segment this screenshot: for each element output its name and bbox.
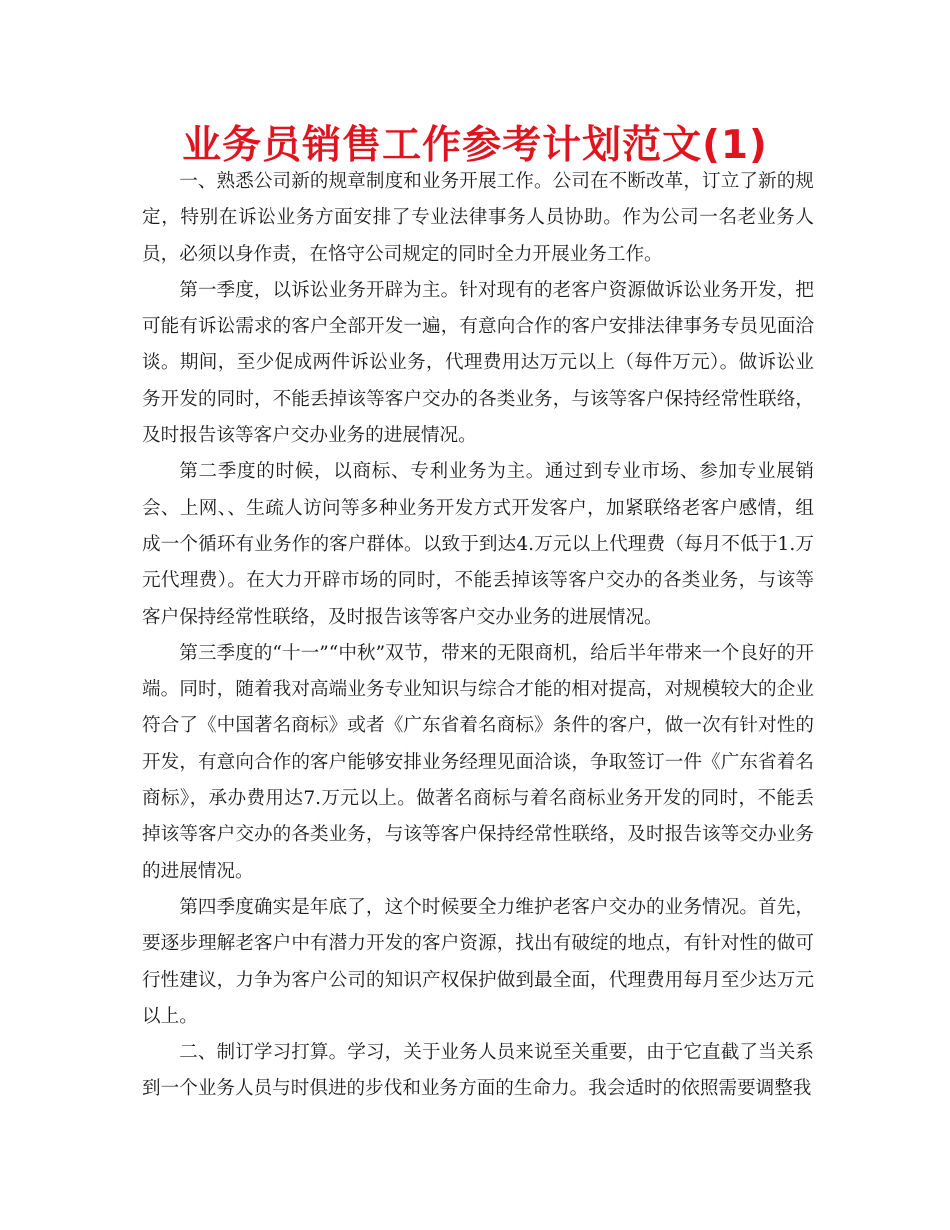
paragraph-3: 第二季度的时候，以商标、专利业务为主。通过到专业市场、参加专业展销会、上网、、生疏人访问等多种业务开发方式开发客户，加紧联络老客户感情，组成一个循环有业务作的客户群体。以致于到达4.万元以上代理费（每月不低于1.万元代理费）。在大力开辟市场的同时，不能丢掉该等客户交办的各类业务，与该等客户保持经常性联络，及时报告该等客户交办业务的进展情况。 [142, 461, 814, 628]
paragraph-1: 一、熟悉公司新的规章制度和业务开展工作。公司在不断改革，订立了新的规定，特别在诉讼业务方面安排了专业法律事务人员协助。作为公司一名老业务人员，必须以身作责，在恪守公司规定的同时全力开展业务工作。 [142, 171, 814, 265]
paragraph-6: 二、制订学习打算。学习，关于业务人员来说至关重要，由于它直截了当关系到一个业务人员与时俱进的步伐和业务方面的生命力。我会适时的依照需要调整我 [142, 1042, 814, 1100]
paragraph-5: 第四季度确实是年底了，这个时候要全力维护老客户交办的业务情况。首先，要逐步理解老客户中有潜力开发的客户资源，找出有破绽的地点，有针对性的做可行性建议，力争为客户公司的知识产权保护做到最全面，代理费用每月至少达万元以上。 [142, 896, 814, 1027]
document-title: 业务员销售工作参考计划范文(1) [182, 123, 768, 168]
paragraph-2: 第一季度，以诉讼业务开辟为主。针对现有的老客户资源做诉讼业务开发，把可能有诉讼需求的客户全部开发一遍，有意向合作的客户安排法律事务专员见面洽谈。期间，至少促成两件诉讼业务，代理费用达万元以上（每件万元）。做诉讼业务开发的同时，不能丢掉该等客户交办的各类业务，与该等客户保持经常性联络，及时报告该等客户交办业务的进展情况。 [142, 279, 814, 447]
document-body [142, 164, 814, 1108]
paragraph-4: 第三季度的“十一”“中秋”双节，带来的无限商机，给后半年带来一个良好的开端。同时，随着我对高端业务专业知识与综合才能的相对提高，对规模较大的企业符合了《中国著名商标》或者《广东省着名商标》条件的客户，做一次有针对性的开发，有意向合作的客户能够安排业务经理见面洽谈，争取签订一件《广东省着名商标》，承办费用达7.万元以上。做著名商标与着名商标业务开发的同时，不能丢掉该等客户交办的各类业务，与该等客户保持经常性联络，及时报告该等交办业务的进展情况。 [142, 642, 814, 882]
